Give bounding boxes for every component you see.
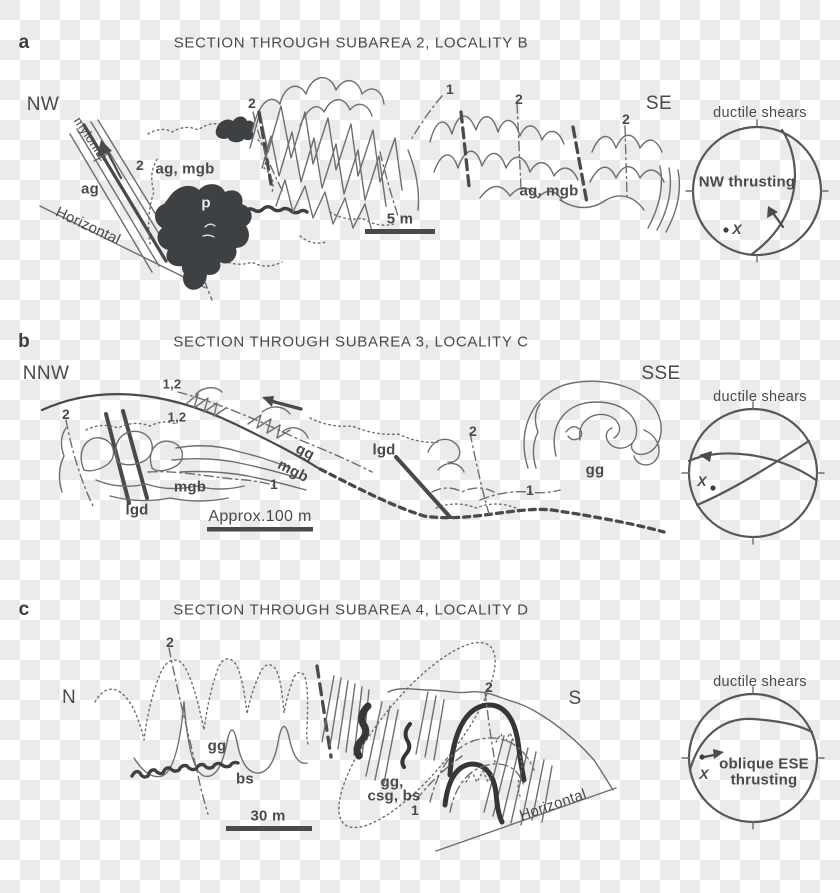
- fold-phase-12-b: 1,2: [167, 409, 187, 425]
- scale-bar-b: [207, 527, 313, 532]
- stereonet-caption-a: ductile shears: [713, 105, 807, 121]
- panel-label-c: c: [18, 599, 30, 620]
- panel-title-b: SECTION THROUGH SUBAREA 3, LOCALITY C: [173, 333, 529, 351]
- label-p: p: [201, 194, 211, 212]
- label-lgd-right: lgd: [372, 441, 396, 459]
- station-x-a: X: [732, 221, 742, 237]
- label-mgb-line: mgb: [274, 456, 312, 486]
- scale-bar-c: [226, 826, 312, 831]
- label-gg-csg-1: gg,: [380, 773, 404, 791]
- direction-n: N: [61, 687, 77, 708]
- direction-nw: NW: [26, 94, 60, 115]
- stereonet-caption-b: ductile shears: [713, 389, 807, 405]
- label-ag: ag: [81, 180, 99, 198]
- scale-label-a: 5 m: [386, 210, 414, 228]
- fold-phase-1-c: 1: [411, 802, 419, 818]
- label-bs-c: bs: [236, 770, 254, 788]
- panel-title-c: SECTION THROUGH SUBAREA 4, LOCALITY D: [173, 601, 529, 619]
- label-mgb-b: mgb: [173, 478, 207, 496]
- stereonet-note-c-line1: oblique ESE: [719, 755, 809, 773]
- fold-phase-2-a1: 2: [136, 157, 144, 173]
- direction-se: SE: [645, 93, 673, 114]
- direction-sse: SSE: [641, 363, 681, 384]
- label-gg-csg-2: csg, bs: [367, 787, 421, 805]
- station-x-c: X: [699, 766, 709, 782]
- label-gg-right: gg: [585, 461, 605, 479]
- fold-phase-1-a: 1: [446, 81, 454, 97]
- panel-label-b: b: [18, 331, 30, 352]
- stereonet-caption-c: ductile shears: [713, 674, 807, 690]
- scale-label-c: 30 m: [250, 807, 286, 825]
- fold-phase-1-b1: 1: [270, 476, 278, 492]
- direction-nnw: NNW: [22, 363, 70, 384]
- panel-label-a: a: [18, 32, 30, 53]
- label-horizontal-c: Horizontal: [517, 785, 589, 825]
- label-gg-c: gg: [207, 737, 227, 755]
- stereonet-note-a: NW thrusting: [698, 173, 796, 191]
- panel-a-drawing: [40, 78, 680, 300]
- fold-phase-12-a: 1,2: [162, 376, 182, 392]
- stereonet-a: [686, 120, 828, 262]
- fold-phase-2-a3: 2: [515, 91, 523, 107]
- fold-phase-2-c2: 2: [485, 679, 493, 695]
- fold-phase-2-a4: 2: [622, 111, 630, 127]
- fold-phase-2-c1: 2: [166, 634, 174, 650]
- direction-s: S: [568, 688, 582, 709]
- station-x-b: X: [697, 473, 707, 489]
- fold-phase-2-b2: 2: [469, 423, 477, 439]
- stereonet-note-c-line2: thrusting: [730, 771, 798, 789]
- label-mylonite: mylonite: [70, 114, 112, 164]
- label-ag-mgb-left: ag, mgb: [155, 160, 215, 178]
- label-ag-mgb-right: ag, mgb: [519, 182, 579, 200]
- fold-phase-1-b2: 1: [526, 482, 534, 498]
- label-horizontal-a: Horizontal: [52, 203, 124, 249]
- label-lgd-left: lgd: [125, 501, 149, 519]
- scale-bar-a: [365, 229, 435, 234]
- fold-phase-2-a2: 2: [248, 95, 256, 111]
- label-gg-line: gg: [292, 440, 318, 464]
- fold-phase-2-b1: 2: [62, 406, 70, 422]
- panel-title-a: SECTION THROUGH SUBAREA 2, LOCALITY B: [173, 34, 529, 52]
- scale-label-b: Approx.100 m: [208, 508, 312, 525]
